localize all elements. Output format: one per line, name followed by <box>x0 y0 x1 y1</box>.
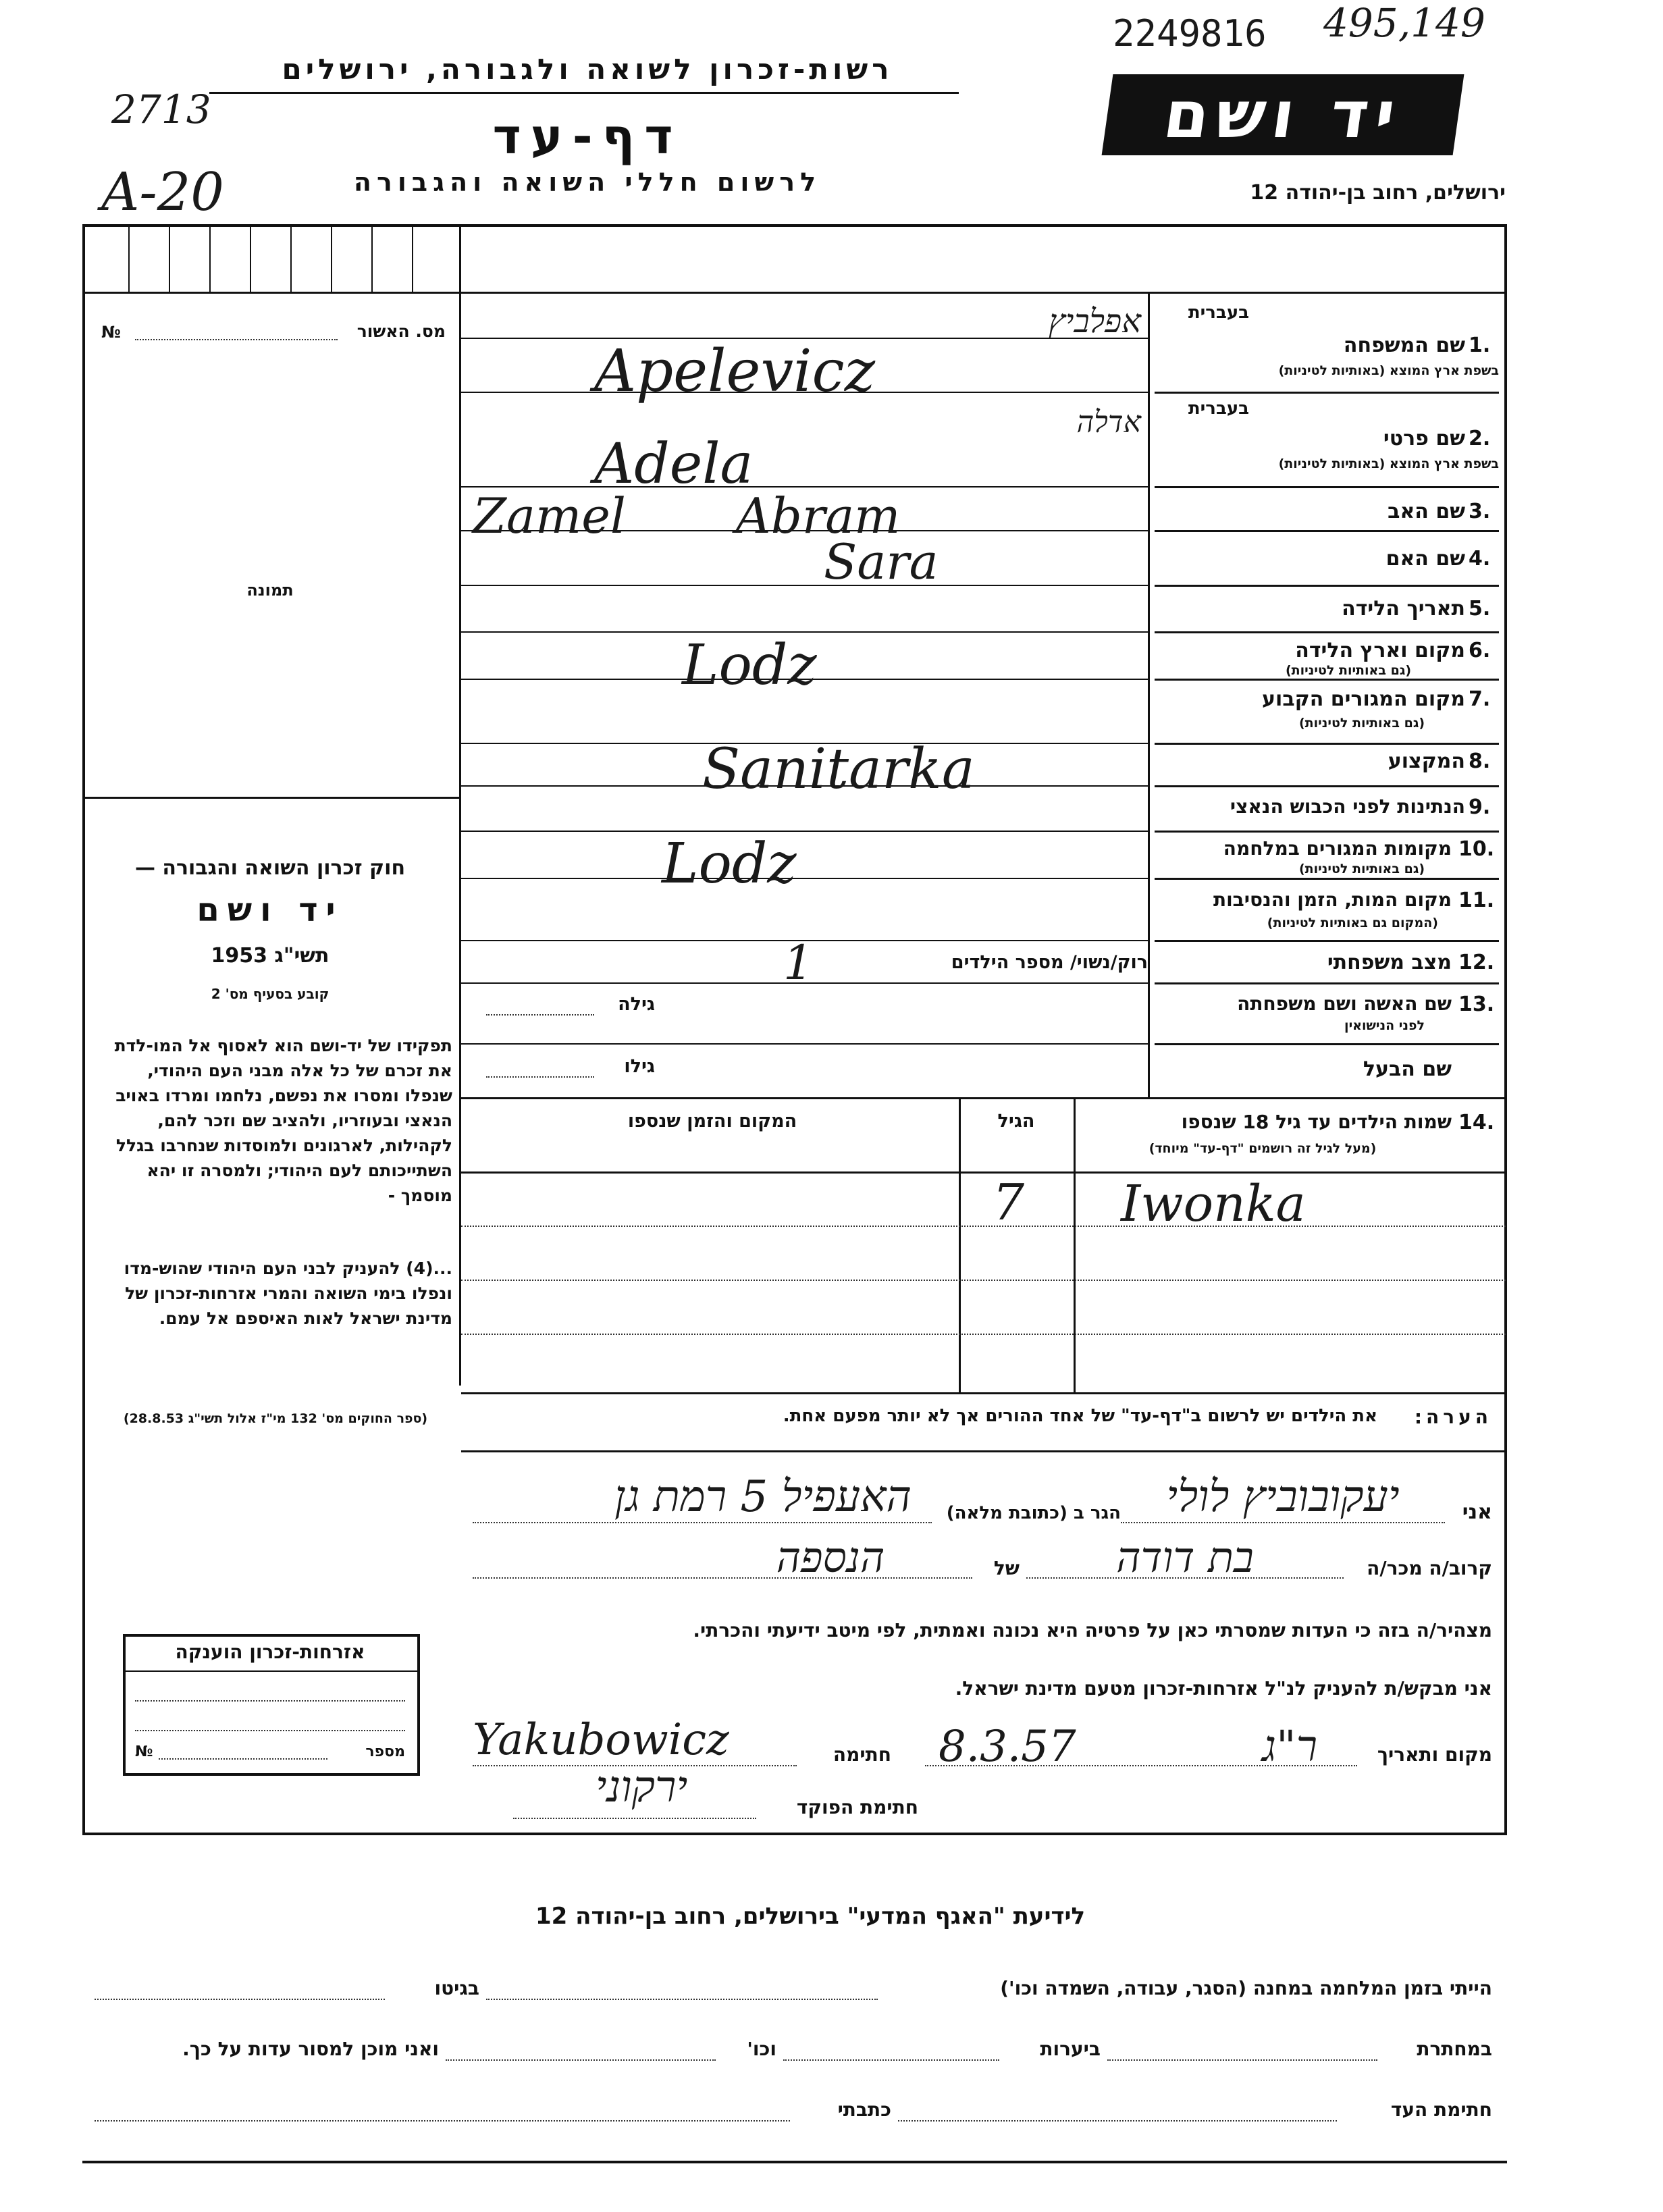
declaration-top <box>461 1450 1506 1452</box>
citizenship-number-line <box>159 1758 327 1760</box>
photo-label: תמונה <box>246 581 294 600</box>
decl-line1-mid: הגר ב (כתובת מלאה) <box>946 1503 1121 1523</box>
field-13-age-label: גילה <box>618 994 655 1015</box>
child-name[interactable]: Iwonka <box>1121 1175 1306 1233</box>
children-header-age: הגיל <box>997 1111 1035 1132</box>
decl-line3: מצהיר/ה בזה כי העדות שמסרתי כאן על פרטיה היא נכונה ואמתית, לפי מיטב ידיעתי והכרתי. <box>693 1619 1492 1641</box>
address: ירושלים, רחוב בן-יהודה 12 <box>1250 181 1506 205</box>
yad-vashem-logo: יד ושם <box>1102 74 1464 155</box>
children-header-bottom <box>461 1171 1506 1174</box>
value-line-14 <box>461 1097 1506 1099</box>
field-6-label: מקום וארץ הלידה <box>1295 639 1465 662</box>
signature-value[interactable]: Yakubowicz <box>473 1715 729 1765</box>
place-date-label: מקום ותאריך <box>1377 1743 1492 1766</box>
field-4-label: שם האם <box>1385 547 1465 571</box>
field-1-label: שם המשפחה <box>1343 334 1465 357</box>
archive-box-cell-3 <box>209 224 211 292</box>
row-sep-12 <box>1155 982 1499 984</box>
row-sep-2 <box>1155 486 1499 488</box>
value-line-13 <box>461 1043 1148 1045</box>
row-sep-7 <box>1155 743 1499 745</box>
officer-line <box>513 1818 756 1819</box>
field-13-sub: לפני הנישואין <box>1344 1018 1425 1033</box>
top-band-bottom <box>459 292 1506 294</box>
field-10-label: מקומות המגורים במלחמה <box>1223 837 1452 860</box>
law-title: חוק זכרון השואה והגבורה — <box>134 856 406 880</box>
field-7-number: 7. <box>1469 687 1491 711</box>
value-line-10 <box>461 878 1148 879</box>
footer-line2-a: במחתרת <box>1417 2038 1492 2060</box>
witness-address[interactable]: האעפיל 5 רמת גן <box>614 1472 912 1522</box>
footer-etc-line <box>446 2059 716 2061</box>
date-value[interactable]: 8.3.57 <box>939 1722 1076 1772</box>
field-1-number: 1. <box>1469 334 1491 357</box>
children-col-divider-2 <box>1074 1097 1076 1394</box>
decl-address-line <box>473 1522 932 1523</box>
field-9-label: הנתינות לפני הכבוש הנאצי <box>1230 795 1465 818</box>
place-value[interactable]: ר"ג <box>1262 1722 1317 1772</box>
labels-divider <box>1148 292 1150 1099</box>
row-sep-8 <box>1155 785 1499 787</box>
handwritten-mark-1: 2713 <box>111 86 211 132</box>
value-line-9 <box>461 831 1148 832</box>
row-sep-3 <box>1155 530 1499 532</box>
title-underline <box>209 92 959 94</box>
row-sep-5 <box>1155 631 1499 633</box>
field-10-sub: (גם באותיות לטיניות) <box>1298 862 1425 876</box>
field-12-label: מצב משפחתי <box>1327 951 1452 974</box>
field-8-number: 8. <box>1469 749 1491 773</box>
children-header-names: שמות הילדים עד גיל 18 שנספו <box>1181 1111 1452 1133</box>
husband-label: שם הבעל <box>1363 1057 1452 1081</box>
note-text: את הילדים יש לרשום ב"דף-עד" של אחד ההורים אך לא יותר מפעם אחת. <box>783 1406 1377 1426</box>
footer-witness-sign-line <box>898 2120 1337 2122</box>
row-sep-4 <box>1155 585 1499 587</box>
field-4-value[interactable]: Sara <box>824 533 939 590</box>
field-10-number: 10. <box>1458 837 1495 861</box>
row-sep-6 <box>1155 679 1499 681</box>
archive-number: 2249816 <box>1113 12 1267 55</box>
decl-witness-line <box>1121 1522 1445 1523</box>
field-6-value[interactable]: Lodz <box>682 633 817 697</box>
footer-underground-line <box>1107 2059 1377 2061</box>
citizenship-box-rule <box>126 1670 417 1672</box>
field-1-heb-tag: בעברית <box>1188 302 1249 323</box>
witness-name[interactable]: יעקובוביץ לולי <box>1166 1472 1400 1522</box>
signature-label: חתימה <box>833 1743 891 1766</box>
field-8-value[interactable]: Sanitarka <box>702 737 975 801</box>
form-left-border <box>82 224 85 1835</box>
citizenship-box-title: אזרחות-זכרון הוענקה <box>175 1641 365 1663</box>
archive-box-cell-2 <box>169 224 170 292</box>
law-name: יד ושם <box>196 891 344 929</box>
children-col-divider-1 <box>959 1097 961 1394</box>
citizenship-box-line-2 <box>135 1730 405 1731</box>
deceased-ref[interactable]: הנספה <box>776 1533 885 1582</box>
note-label: הערה: <box>1414 1406 1492 1428</box>
field-12-number: 12. <box>1458 951 1495 974</box>
field-2-number: 2. <box>1469 427 1491 450</box>
row-sep-13 <box>1155 1043 1499 1045</box>
footer-line2-c: וכו' <box>747 2038 776 2060</box>
officer-label: חתימת הפוקד <box>796 1796 918 1818</box>
footer-line1-a: הייתי בזמן המלחמה במחנה (הסגר, עבודה, השמדה וכו') <box>1000 1977 1492 1999</box>
footer-line3-a: חתימת העד <box>1390 2099 1492 2121</box>
field-6-number: 6. <box>1469 639 1491 662</box>
approval-no-sign: № <box>101 323 121 342</box>
children-header-place: המקום והזמן שנספו <box>627 1111 797 1132</box>
value-line-5 <box>461 631 1148 633</box>
husband-age-line <box>486 1076 594 1078</box>
value-line-4 <box>461 585 1148 586</box>
law-year: תשי"ג 1953 <box>211 944 329 968</box>
field-8-label: המקצוע <box>1388 749 1465 773</box>
archive-box-cell-1 <box>128 224 130 292</box>
field-5-label: תאריך הלידה <box>1342 597 1465 621</box>
field-12-children-count[interactable]: 1 <box>783 935 814 991</box>
footer-line1-b: בגיטו <box>434 1977 479 1999</box>
children-table-bottom <box>461 1392 1506 1394</box>
field-1-sub: בשפת ארץ המוצא (באותיות לטיניות) <box>1278 363 1499 378</box>
row-sep-9 <box>1155 831 1499 833</box>
form-top-border <box>82 224 1507 227</box>
left-column-divider <box>459 224 461 1386</box>
husband-age-label: גילו <box>624 1056 655 1077</box>
archive-box-cell-7 <box>371 224 373 292</box>
field-9-number: 9. <box>1469 795 1491 819</box>
field-11-number: 11. <box>1458 889 1495 912</box>
field-1-value-heb[interactable]: אפלביץ <box>1048 302 1141 340</box>
citizenship-box-line-1 <box>135 1700 405 1702</box>
archive-box-cell-6 <box>331 224 332 292</box>
handwritten-mark-2: A-20 <box>101 162 224 223</box>
field-3-value[interactable]: Zamel Abram <box>473 488 901 544</box>
footer-address-line <box>95 2120 790 2122</box>
footer-ghetto-line <box>95 1999 385 2000</box>
children-row-line-3 <box>461 1334 1506 1335</box>
footer-line2-b: ביערות <box>1040 2038 1101 2060</box>
photo-box-bottom <box>82 797 460 799</box>
form-bottom-border <box>82 2161 1507 2163</box>
children-row-line-1 <box>461 1226 1506 1227</box>
field-6-sub: (גם באותיות לטיניות) <box>1285 663 1411 678</box>
law-text: תפקידו של יד-ושם הוא לאסוף אל המו-לדת את זכרם של כל אלה מבני העם היהודי, שנפלו ומסרו את נפשם, נלחמו ומרדו באויב הנאצי ובעוזריו, ולהציב שם וזכר להם, לקהילות, לארגונים ולמוסדות שנחרבו בגלל השתייכותם לעם היהודי; ולמסרה זו יהא מוסמך - <box>114 1036 452 1205</box>
decl-line4: אני מבקש/ת להעניק לנ"ל אזרחות-זכרון מטעם מדינת ישראל. <box>955 1677 1492 1700</box>
form-purpose: לרשום חללי השואה והגבורה <box>353 167 822 197</box>
footer-line2-d: ואני מוכן למסור עדות על כך. <box>182 2038 439 2060</box>
field-7-label: מקום המגורים הקבוע <box>1262 687 1465 711</box>
approval-no-label: מס. האשור <box>357 321 446 341</box>
decl-line1-prefix: אני <box>1462 1500 1492 1524</box>
law-clause: קובע בסעיף מס' 2 <box>211 986 329 1002</box>
institution-title: רשות-זכרון לשואה ולגבורה, ירושלים <box>282 53 893 86</box>
field-2-value[interactable]: Adela <box>594 432 754 496</box>
field-13-age-line <box>486 1014 594 1016</box>
approval-no-line <box>135 339 338 340</box>
field-2-label: שם פרטי <box>1383 427 1465 450</box>
archive-box-bottom <box>82 292 460 294</box>
field-10-value[interactable]: Lodz <box>662 832 797 896</box>
decl-line2-mid: של <box>993 1557 1020 1579</box>
law-text-2: ...(4) להעניק לבני העם היהודי שהוש-מדו ונפלו בימי השואה והמרי אזרחות-זכרון של מדינת ישראל לאות האיספם אל עמם. <box>124 1259 452 1328</box>
field-7-sub: (גם באותיות לטיניות) <box>1298 716 1425 731</box>
field-2-sub: בשפת ארץ המוצא (באותיות לטיניות) <box>1278 456 1499 471</box>
law-source: (ספר החוקים מס' 132 מי"ז אלול תשי"ג 28.8.53) <box>123 1411 428 1426</box>
form-name: דף-עד <box>492 108 683 165</box>
relation-value[interactable]: בת דודה <box>1116 1533 1254 1582</box>
footer-title: לידיעת "האגף המדעי" בירושלים, רחוב בן-יהודה 12 <box>535 1903 1086 1930</box>
field-5-number: 5. <box>1469 597 1491 621</box>
field-2-value-heb[interactable]: אדלה <box>1076 405 1141 440</box>
field-11-label: מקום המות, הזמן והנסיבות <box>1213 889 1452 911</box>
row-sep-10 <box>1155 878 1499 880</box>
field-3-label: שם האב <box>1388 500 1465 523</box>
footer-forest-line <box>783 2059 999 2061</box>
row-sep-11 <box>1155 940 1499 942</box>
citizenship-number-label: מספר <box>365 1743 405 1760</box>
archive-box-cell-8 <box>412 224 413 292</box>
children-header-names-sub: (מעל לגיל זה רושמים "דף-עד" מיוחד) <box>1149 1141 1377 1156</box>
footer-top <box>82 1833 1507 1835</box>
field-2-heb-tag: בעברית <box>1188 398 1249 419</box>
citizenship-number-sign: № <box>135 1743 153 1760</box>
field-13-label: שם האשה ושם משפחתה <box>1237 993 1452 1015</box>
field-3-number: 3. <box>1469 500 1491 523</box>
footer-camp-line <box>486 1999 878 2000</box>
archive-box-cell-4 <box>250 224 251 292</box>
children-number: 14. <box>1458 1111 1495 1134</box>
field-12-status-options: רוק/נשוי/ מספר הילדים <box>951 952 1148 973</box>
handwritten-ref: 495,149 <box>1323 0 1485 46</box>
officer-value[interactable]: ירקוני <box>595 1762 688 1812</box>
archive-box-cell-5 <box>290 224 292 292</box>
field-13-number: 13. <box>1458 993 1495 1016</box>
footer-line3-b: כתבתי <box>837 2099 891 2121</box>
field-11-sub: (המקום גם באותיות לטיניות) <box>1267 916 1438 930</box>
field-1-value[interactable]: Apelevicz <box>594 338 876 405</box>
row-sep-1 <box>1155 392 1499 394</box>
form-right-border <box>1504 224 1507 1835</box>
decl-line2-prefix: קרוב/ה מכר/ה <box>1367 1557 1492 1579</box>
children-row-line-2 <box>461 1280 1506 1281</box>
child-age[interactable]: 7 <box>993 1174 1025 1232</box>
field-4-number: 4. <box>1469 547 1491 571</box>
